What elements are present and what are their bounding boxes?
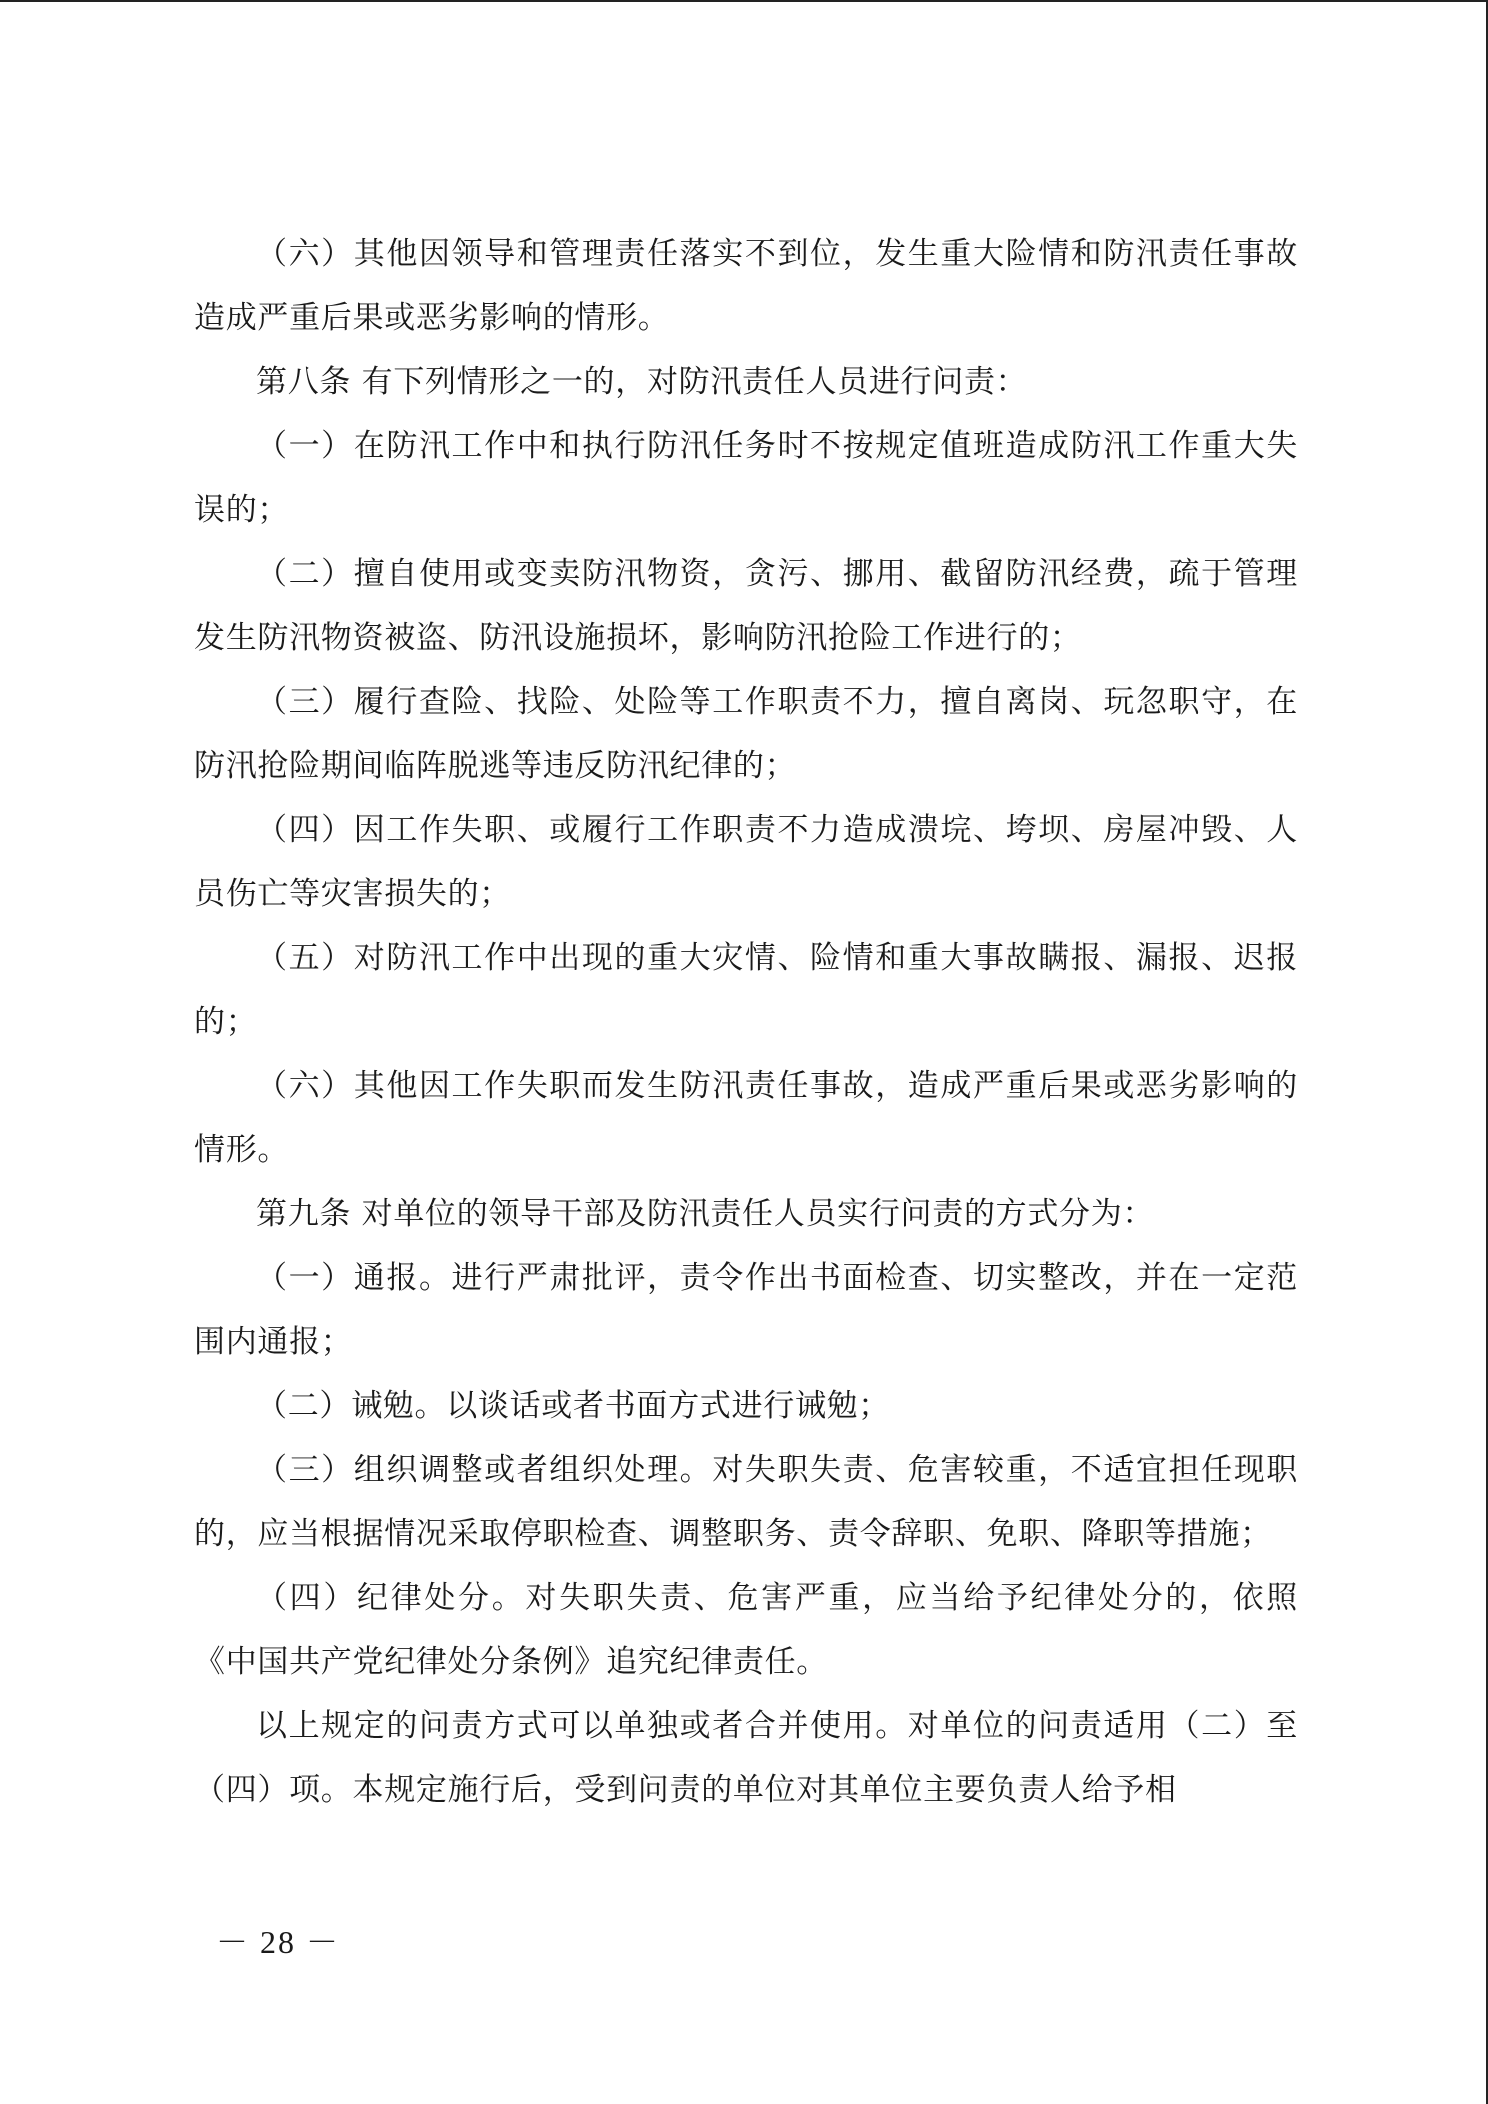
paragraph-article-9-item-4: （四）纪律处分。对失职失责、危害严重，应当给予纪律处分的，依照《中国共产党纪律处分条例》追究纪律责任。 (194, 1580, 1298, 1680)
paragraph-article-8: 第八条 有下列情形之一的，对防汛责任人员进行问责： (256, 364, 1028, 400)
paragraph-article-8-item-4: （四）因工作失职、或履行工作职责不力造成溃垸、垮坝、房屋冲毁、人员伤亡等灾害损失的； (194, 812, 1298, 912)
paragraph-article-8-item-6: （六）其他因工作失职而发生防汛责任事故，造成严重后果或恶劣影响的情形。 (194, 1068, 1298, 1168)
paragraph-article-9: 第九条 对单位的领导干部及防汛责任人员实行问责的方式分为： (256, 1196, 1155, 1232)
paragraph-accountability-usage: 以上规定的问责方式可以单独或者合并使用。对单位的问责适用（二）至（四）项。本规定施行后，受到问责的单位对其单位主要负责人给予相 (194, 1708, 1298, 1808)
paragraph-article-9-item-1: （一）通报。进行严肃批评，责令作出书面检查、切实整改，并在一定范围内通报； (194, 1260, 1298, 1360)
paragraph-article-8-item-5: （五）对防汛工作中出现的重大灾情、险情和重大事故瞒报、漏报、迟报的； (194, 940, 1298, 1040)
paragraph-article-9-item-2: （二）诫勉。以谈话或者书面方式进行诫勉； (256, 1388, 890, 1424)
top-border-line (0, 0, 1488, 2)
document-body (194, 222, 1298, 1822)
paragraph-article-8-item-1: （一）在防汛工作中和执行防汛任务时不按规定值班造成防汛工作重大失误的； (194, 428, 1298, 528)
paragraph-article-8-item-3: （三）履行查险、找险、处险等工作职责不力，擅自离岗、玩忽职守，在防汛抢险期间临阵脱逃等违反防汛纪律的； (194, 684, 1298, 784)
page-number: － 28 － (216, 1924, 341, 1960)
paragraph-article-9-item-3: （三）组织调整或者组织处理。对失职失责、危害较重，不适宜担任现职的，应当根据情况采取停职检查、调整职务、责令辞职、免职、降职等措施； (194, 1452, 1298, 1552)
paragraph-article-8-item-2: （二）擅自使用或变卖防汛物资，贪污、挪用、截留防汛经费，疏于管理发生防汛物资被盗、防汛设施损坏，影响防汛抢险工作进行的； (194, 556, 1298, 656)
paragraph-clause-7-item-6: （六）其他因领导和管理责任落实不到位，发生重大险情和防汛责任事故造成严重后果或恶劣影响的情形。 (194, 236, 1298, 336)
